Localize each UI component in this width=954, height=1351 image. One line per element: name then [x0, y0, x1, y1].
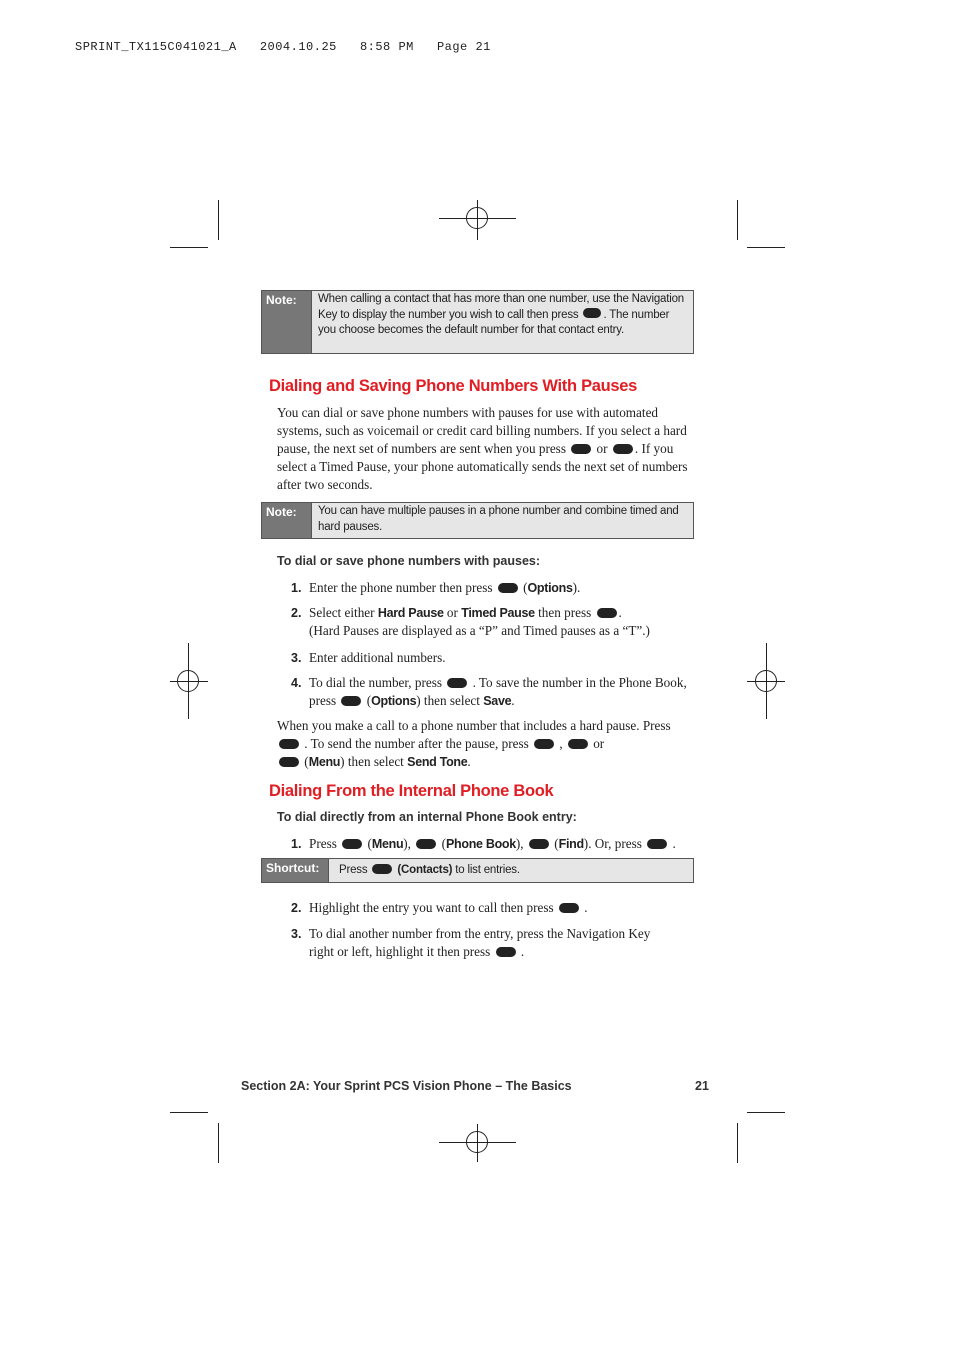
section-heading: Dialing From the Internal Phone Book: [269, 782, 554, 800]
talk-key-icon: [583, 308, 601, 318]
talk-key-icon: [534, 739, 554, 749]
step-text-part: ),: [403, 836, 411, 851]
crop-mark: [747, 1112, 785, 1113]
step-text-part: .: [511, 693, 515, 708]
step-number: 1.: [291, 837, 302, 851]
shortcut-label: Shortcut:: [262, 859, 328, 882]
step-text-part: (: [523, 580, 528, 595]
instruction-step: [291, 649, 701, 667]
instruction-step: [291, 925, 701, 961]
note-text-part: When calling a contact that has more than one number, use the Navigation Key to display the number you wish to call then press: [318, 293, 684, 321]
note-box: [261, 502, 694, 539]
key-1-icon: [529, 839, 549, 849]
menu-option: Find: [558, 837, 584, 851]
step-text-part: (: [554, 836, 559, 851]
note-box: [261, 290, 694, 354]
step-number: 4.: [291, 676, 302, 690]
crop-mark: [737, 1123, 738, 1163]
ok-key-icon: [597, 608, 617, 618]
menu-option: (Contacts): [397, 864, 453, 876]
instruction-step: [291, 579, 701, 597]
softkey-icon: [341, 696, 361, 706]
paragraph-text: or: [596, 441, 608, 456]
step-number: 3.: [291, 927, 302, 941]
step-text: [309, 674, 701, 710]
softkey-icon: [372, 864, 392, 874]
step-text: [309, 899, 701, 917]
note-text: [311, 291, 693, 353]
softkey-icon: [279, 757, 299, 767]
paragraph-text: .: [467, 754, 471, 769]
talk-key-icon: [571, 444, 591, 454]
step-text: Enter additional numbers.: [309, 650, 446, 665]
instructions-title: To dial or save phone numbers with pauses:: [277, 554, 541, 568]
step-number: 1.: [291, 581, 302, 595]
step-text-part: ) then select: [416, 693, 480, 708]
softkey-icon: [342, 839, 362, 849]
instructions-title: To dial directly from an internal Phone Book entry:: [277, 810, 577, 824]
paragraph-text: . To send the number after the pause, press: [304, 736, 529, 751]
step-text-part: .: [520, 944, 525, 959]
step-text-part: .: [618, 605, 622, 620]
talk-key-icon: [496, 947, 516, 957]
step-text-part: (: [366, 693, 372, 708]
step-text-part: .: [584, 900, 588, 915]
menu-option: Options: [527, 581, 573, 595]
paragraph-text: ,: [559, 736, 563, 751]
crop-mark: [218, 200, 219, 240]
shortcut-box: [261, 858, 694, 883]
menu-option: Phone Book: [445, 837, 516, 851]
body-paragraph: [277, 717, 697, 771]
step-text-part: then press: [538, 605, 592, 620]
instruction-step: [291, 674, 701, 710]
step-text: [309, 925, 701, 961]
section-heading: Dialing and Saving Phone Numbers With Pauses: [269, 377, 638, 395]
step-text-part: ),: [515, 836, 524, 851]
paragraph-text: You can dial or save phone numbers with pauses for use with automated systems, such as voicemail or credit card billing numbers. If you select a hard pause, the next set of numbers are sent when you press: [277, 405, 687, 456]
note-label: Note:: [262, 291, 311, 353]
step-number: 3.: [291, 651, 302, 665]
softkey-icon: [498, 583, 518, 593]
crop-mark: [170, 1112, 208, 1113]
ok-key-icon: [568, 739, 588, 749]
step-text-part: Enter the phone number then press: [309, 580, 493, 595]
note-label: Note:: [262, 503, 311, 538]
print-slug: SPRINT_TX115C041021_A 2004.10.25 8:58 PM Page 21: [75, 40, 491, 54]
registration-mark: [177, 670, 199, 692]
step-text-part: ). Or, press: [583, 836, 642, 851]
step-number: 2.: [291, 606, 302, 620]
menu-option: Hard Pause: [377, 606, 444, 620]
menu-option: Options: [371, 694, 417, 708]
registration-mark: [466, 207, 488, 229]
menu-option: Save: [483, 694, 512, 708]
step-text: [309, 604, 701, 640]
shortcut-text: [328, 859, 693, 882]
instruction-step: [291, 899, 701, 917]
paragraph-text: When you make a call to a phone number that includes a hard pause. Press: [277, 718, 671, 733]
crop-mark: [170, 247, 208, 248]
menu-option: Timed Pause: [461, 606, 535, 620]
note-text-part: . The number you choose becomes the default number for that contact entry.: [318, 308, 670, 336]
paragraph-text: or: [593, 736, 605, 751]
shortcut-text-part: Press: [339, 864, 368, 876]
instruction-step: [291, 835, 701, 853]
crop-mark: [218, 1123, 219, 1163]
menu-option: Menu: [308, 755, 341, 769]
paragraph-text: (: [304, 754, 309, 769]
step-number: 2.: [291, 901, 302, 915]
step-text-part: (Hard Pauses are displayed as a “P” and Timed pauses as a “T”.): [309, 623, 650, 638]
navigation-key-icon: [647, 839, 667, 849]
menu-option: Menu: [371, 837, 404, 851]
step-text-part: To dial the number, press: [309, 675, 442, 690]
footer-section-title: Section 2A: Your Sprint PCS Vision Phone – The Basics: [241, 1079, 572, 1093]
talk-key-icon: [279, 739, 299, 749]
page-number: 21: [695, 1079, 709, 1093]
step-text-part: To dial another number from the entry, press the Navigation Key right or left, highlight it then press: [309, 926, 651, 959]
step-text-part: . To save the number in the Phone Book, press: [309, 675, 687, 708]
step-text-part: (: [367, 836, 372, 851]
crop-mark: [747, 247, 785, 248]
body-paragraph: [277, 404, 697, 494]
paragraph-text: ) then select: [340, 754, 404, 769]
registration-mark: [755, 670, 777, 692]
step-text-part: Highlight the entry you want to call then press: [309, 900, 554, 915]
paragraph-text: . If you select a Timed Pause, your phone automatically sends the next set of numbers after two seconds.: [277, 441, 688, 492]
step-text-part: .: [672, 836, 676, 851]
step-text: [309, 579, 701, 597]
crop-mark: [737, 200, 738, 240]
talk-key-icon: [447, 678, 467, 688]
step-text-part: (: [441, 836, 446, 851]
step-text-part: Press: [309, 836, 337, 851]
ok-key-icon: [613, 444, 633, 454]
instruction-step: [291, 604, 701, 640]
menu-option: Send Tone: [407, 755, 468, 769]
key-2-icon: [416, 839, 436, 849]
shortcut-text-part: to list entries.: [455, 864, 520, 876]
step-text-part: or: [446, 605, 458, 620]
step-text: [309, 835, 701, 853]
step-text-part: Select either: [309, 605, 375, 620]
step-text-part: ).: [572, 580, 581, 595]
note-text: You can have multiple pauses in a phone number and combine timed and hard pauses.: [311, 503, 693, 538]
registration-mark: [466, 1131, 488, 1153]
talk-key-icon: [559, 903, 579, 913]
